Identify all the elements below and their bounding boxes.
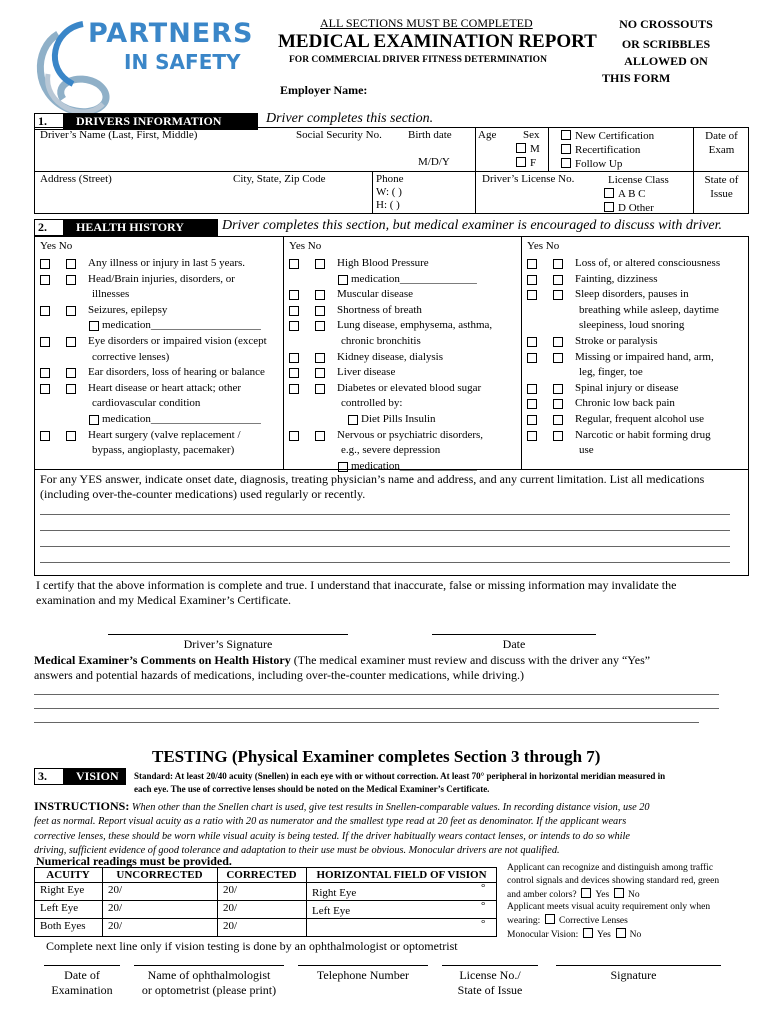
section-2-header: HEALTH HISTORY [64,219,218,236]
health-item [289,396,519,412]
health-item-label: Narcotic or habit forming drug [575,428,711,441]
yes-checkbox[interactable] [527,399,537,409]
section-1-number: 1. [34,113,64,130]
health-item-label: Regular, frequent alcohol use [575,412,705,425]
yes-checkbox[interactable] [289,321,299,331]
table-row-acuity: Left Eye [40,902,79,914]
answer-line[interactable] [40,546,730,547]
no-checkbox[interactable] [66,431,76,441]
certify-line-2: examination and my Medical Examiner’s Certificate. [36,593,292,607]
exam-label: Exam [708,144,735,156]
certify-statement [36,578,676,608]
health-item-label: Loss of, or altered consciousness [575,257,721,269]
yes-checkbox[interactable] [527,353,537,363]
health-item-label: High Blood Pressure [337,257,429,269]
yes-checkbox[interactable] [289,368,299,378]
license-class-label: License Class [608,174,669,186]
no-checkbox[interactable] [553,415,563,425]
health-item[interactable] [289,303,519,319]
health-item[interactable] [527,272,747,288]
logo-text-top: PARTNERS [88,18,254,49]
no-checkbox[interactable] [553,384,563,394]
date-of-label: Date of [705,130,738,142]
answer-line[interactable] [40,562,730,563]
signature-label: Signature [610,968,657,982]
health-item[interactable] [40,365,280,381]
comment-line[interactable] [34,694,719,695]
date-label: Date [502,637,526,651]
answer-line[interactable] [40,514,730,515]
section-3-header: VISION [64,768,126,785]
acuity-header: ACUITY [46,869,90,881]
sex-f-label: F [530,157,537,169]
testing-title: TESTING (Physical Examiner completes Section 3 through 7) [152,747,601,766]
yes-checkbox[interactable] [40,306,50,316]
no-checkbox[interactable] [553,431,563,441]
col3-yes-no: Yes No [527,240,560,252]
all-sections-notice: ALL SECTIONS MUST BE COMPLETED [320,16,533,30]
yes-checkbox[interactable] [527,384,537,394]
monocular-yes-label: Yes [597,929,611,940]
no-crossouts-notice [596,16,736,87]
health-item-label: Muscular disease [337,288,414,301]
health-item [527,318,747,334]
acuity-requirement-line-2: wearing: [507,916,541,927]
employer-name-label: Employer Name: [280,83,368,97]
foot-label: License No./ [459,968,521,982]
drivers-name-field[interactable]: Driver’s Name (Last, First, Middle) [40,129,198,141]
uncorrected-left-field[interactable]: 20/ [108,902,123,914]
health-item-label: Stroke or paralysis [575,334,658,347]
this-form-line: THIS FORM [602,71,671,85]
certify-line-1: I certify that the above information is complete and true. I understand that inaccurate, false or missing information may invalidate the [36,578,677,592]
health-item [289,334,519,350]
section-3-number: 3. [34,768,64,785]
health-item-label: Spinal injury or disease [575,381,679,394]
yes-checkbox[interactable] [527,431,537,441]
page-subtitle: FOR COMMERCIAL DRIVER FITNESS DETERMINATION [289,55,547,65]
health-item [40,287,280,303]
yes-checkbox[interactable] [527,259,537,269]
monocular-yes-checkbox[interactable] [583,928,593,938]
corrected-right-field[interactable]: 20/ [223,884,238,896]
yes-answer-line-1: For any YES answer, indicate onset date, diagnosis, treating physician’s name and address, and any current limitation. List all medications [40,472,705,486]
health-item[interactable] [527,350,747,366]
health-item[interactable] [527,412,747,428]
health-item-label: corrective lenses) [92,350,170,363]
checkbox-icon [604,188,614,198]
yes-checkbox[interactable] [289,384,299,394]
instructions-line-2: feet as normal. Report visual acuity as a ratio with 20 as numerator and the smallest type read at 20 feet as denominator. If the applicant wears [34,816,627,828]
field-of-vision-header: HORIZONTAL FIELD OF VISION [316,869,487,881]
no-checkbox[interactable] [553,259,563,269]
degree-symbol: ° [481,882,486,894]
date-of-examination-label [34,968,130,998]
birth-date-format: M/D/Y [418,156,450,168]
new-certification-checkbox[interactable] [561,130,654,142]
date-of-exam-field[interactable] [694,129,749,157]
comment-line[interactable] [34,708,719,709]
monocular-no-checkbox[interactable] [616,928,626,938]
health-item-label: Shortness of breath [337,303,422,316]
comments-heading: Medical Examiner’s Comments on Health History [34,653,291,667]
yes-checkbox[interactable] [527,337,537,347]
recert-label: Recertification [575,144,641,156]
yes-checkbox[interactable] [289,431,299,441]
corrected-header: CORRECTED [226,869,297,881]
health-item[interactable] [289,365,519,381]
phone-home: H: ( ) [376,199,400,211]
color-question-line-3: and amber colors? [507,889,577,900]
health-item-label: Eye disorders or impaired vision (except [88,334,267,347]
uncorrected-header: UNCORRECTED [116,869,203,881]
section-2-number: 2. [34,219,64,236]
class-abc-label: A B C [618,188,646,200]
no-checkbox[interactable] [553,337,563,347]
color-vision-question [507,862,719,942]
no-checkbox[interactable] [553,353,563,363]
health-item[interactable] [527,396,747,412]
foot-label: State of Issue [457,983,523,997]
no-checkbox[interactable] [66,337,76,347]
health-item [289,412,519,428]
page-title: MEDICAL EXAMINATION REPORT [278,31,597,52]
health-item-label: Head/Brain injuries, disorders, or [88,272,235,285]
no-checkbox[interactable] [315,384,325,394]
yes-checkbox[interactable] [289,290,299,300]
no-checkbox[interactable] [315,353,325,363]
health-item-label: cardiovascular condition [92,397,201,410]
health-item [527,365,747,381]
health-item[interactable] [40,272,280,288]
yes-checkbox[interactable] [40,431,50,441]
health-item-label: medication______________ [351,459,477,472]
checkbox-icon [561,130,571,140]
health-item[interactable] [289,256,519,272]
color-question-line-2: control signals and devices showing standard red, green [507,875,720,886]
sex-m-checkbox[interactable] [516,143,540,155]
age-field[interactable]: Age [478,129,497,141]
acuity-requirement-line-1: Applicant meets visual acuity requirement only when [507,902,711,913]
phone-work: W: ( ) [376,186,402,198]
medication-checkbox[interactable] [338,275,348,285]
col1-yes-no: Yes No [40,240,73,252]
checkbox-icon [561,144,571,154]
telephone-line[interactable] [298,965,428,966]
comments-text-1: (The medical examiner must review and discuss with the driver any “Yes” [290,653,651,667]
corrective-lenses-checkbox[interactable] [545,914,555,924]
health-item [527,303,747,319]
health-item-label: Diabetes or elevated blood sugar [337,381,482,394]
signature-line-2[interactable] [556,965,721,966]
drivers-license-field[interactable]: Driver’s License No. [482,173,575,185]
foot-label: Date of [64,968,100,982]
license-no-line[interactable] [442,965,538,966]
answer-line[interactable] [40,530,730,531]
complete-next-line-note: Complete next line only if vision testing is done by an ophthalmologist or optometrist [46,939,458,953]
yes-checkbox[interactable] [40,368,50,378]
col2-yes-no: Yes No [289,240,322,252]
health-item-label: Ear disorders, loss of hearing or balance [88,366,265,379]
health-item[interactable] [527,334,747,350]
degree-symbol: ° [481,900,486,912]
state-of-label: State of [704,174,739,186]
standard-line-2: each eye. The use of corrective lenses should be noted on the Medical Examiner’s Certificate. [134,784,490,794]
comments-text-2: answers and potential hazards of medications, including over-the-counter medications, while driving.) [34,668,524,682]
ssn-field[interactable]: Social Security No. [296,129,382,141]
no-checkbox[interactable] [553,399,563,409]
exam-date-line[interactable] [44,965,120,966]
no-checkbox[interactable] [553,275,563,285]
yes-checkbox[interactable] [527,290,537,300]
uncorrected-right-field[interactable]: 20/ [108,884,123,896]
color-no-label: No [627,889,640,900]
health-item-label: Any illness or injury in last 5 years. [88,257,246,269]
health-item-label: e.g., severe depression [341,444,441,457]
corrected-both-field[interactable]: 20/ [223,920,238,932]
yes-checkbox[interactable] [289,259,299,269]
checkbox-icon [516,143,526,153]
numerical-readings-note: Numerical readings must be provided. [36,854,232,868]
health-item-label: Heart surgery (valve replacement / [88,428,241,441]
no-checkbox[interactable] [315,321,325,331]
health-item [40,412,280,428]
birth-date-field[interactable]: Birth date [408,129,452,141]
health-item-label: sleepiness, loud snoring [579,319,685,332]
health-item-label: Nervous or psychiatric disorders, [337,428,484,441]
no-checkbox[interactable] [315,290,325,300]
health-item-label: medication____________________ [102,412,261,425]
no-checkbox[interactable] [315,368,325,378]
phone-field[interactable] [376,173,404,212]
yes-checkbox[interactable] [40,275,50,285]
state-of-issue-field[interactable] [694,173,749,201]
foot-label: Examination [51,983,113,997]
yes-checkbox[interactable] [40,384,50,394]
health-item-label: controlled by: [341,397,403,410]
standard-line-1: Standard: At least 20/40 acuity (Snellen) in each eye with or without correction. At least 70° peripheral in horizontal meridian measured in [134,771,666,781]
health-item-label: Kidney disease, dialysis [337,350,444,363]
checkbox-icon [561,158,571,168]
health-item-label: chronic bronchitis [341,334,421,347]
health-item-label: Diet Pills Insulin [361,412,436,425]
yes-answer-instructions [40,472,704,502]
health-item-label: Fainting, dizziness [575,272,658,285]
health-item[interactable] [289,350,519,366]
health-item [527,443,747,459]
corrected-left-field[interactable]: 20/ [223,902,238,914]
instructions-line-1: When other than the Snellen chart is used, give test results in Snellen-comparable values. In recording distance vision, use 20 [129,802,650,813]
yes-answer-line-2: (including over-the-counter medications) used regularly or recently. [40,487,366,501]
yes-checkbox[interactable] [40,337,50,347]
phone-label: Phone [376,173,404,185]
follow-up-checkbox[interactable] [561,158,622,170]
license-no-label [432,968,548,998]
vision-standard [134,770,665,796]
no-checkbox[interactable] [315,306,325,316]
date-line[interactable] [432,634,596,635]
allowed-on-line: ALLOWED ON [624,54,708,68]
no-checkbox[interactable] [66,368,76,378]
health-item-label: medication______________ [351,272,477,285]
health-item-label: medication____________________ [102,319,261,332]
issue-label: Issue [710,188,733,200]
color-no-checkbox[interactable] [614,888,624,898]
uncorrected-both-field[interactable]: 20/ [108,920,123,932]
table-row-acuity: Both Eyes [40,920,86,932]
drivers-signature-label: Driver’s Signature [183,637,273,651]
health-item[interactable] [40,303,280,319]
follow-up-label: Follow Up [575,158,623,170]
health-item[interactable] [527,428,747,444]
ophthalmologist-name-label [124,968,294,998]
health-item [40,318,280,334]
table-row-acuity: Right Eye [40,884,85,896]
section-2-note: Driver completes this section, but medical examiner is encouraged to discuss with driver. [222,218,723,233]
health-item-label: Liver disease [337,366,396,379]
yes-checkbox[interactable] [527,415,537,425]
medication-checkbox[interactable] [338,462,348,472]
health-item[interactable] [40,428,280,444]
address-field[interactable]: Address (Street) [40,173,112,185]
no-checkbox[interactable] [315,431,325,441]
color-yes-label: Yes [595,889,610,900]
yes-checkbox[interactable] [527,275,537,285]
monocular-vision-label: Monocular Vision: [507,929,579,940]
diet-checkbox[interactable] [348,415,358,425]
sex-m-label: M [530,143,540,155]
sex-f-checkbox[interactable] [516,157,536,169]
medication-checkbox[interactable] [89,321,99,331]
vision-instructions [34,799,650,858]
logo-text-bottom: IN SAFETY [124,50,241,74]
health-col-2 [289,256,519,474]
no-crossouts-line: NO CROSSOUTS [619,17,713,31]
no-checkbox[interactable] [66,306,76,316]
class-d-label: D Other [618,202,654,214]
recertification-checkbox[interactable] [561,144,640,156]
no-checkbox[interactable] [315,259,325,269]
health-item-label: Seizures, epilepsy [88,303,168,316]
color-question-line-1: Applicant can recognize and distinguish among traffic [507,863,714,873]
health-item[interactable] [527,287,747,303]
health-item[interactable] [527,381,747,397]
health-item-label: Heart disease or heart attack; other [88,381,242,394]
no-checkbox[interactable] [66,384,76,394]
checkbox-icon [516,157,526,167]
section-1-header: DRIVERS INFORMATION [64,113,258,130]
health-item [40,396,280,412]
health-item-label: Missing or impaired hand, arm, [575,350,714,363]
health-item [40,350,280,366]
examiner-comments-instructions [34,653,650,683]
city-state-zip-field[interactable]: City, State, Zip Code [233,173,326,185]
instructions-line-4: driving, sufficient evidence of good tolerance and adaptation to their use must be obvious. Monocular drivers are not qualified. [34,844,560,856]
health-item[interactable] [527,256,747,272]
health-col-3 [527,256,747,459]
no-checkbox[interactable] [66,275,76,285]
monocular-no-label: No [629,929,642,940]
section-1-note: Driver completes this section. [266,111,434,126]
or-scribbles-line: OR SCRIBBLES [621,37,711,51]
license-class-field[interactable] [604,173,669,215]
health-item-label: breathing while asleep, daytime [579,303,719,316]
sex-label: Sex [523,129,540,141]
yes-checkbox[interactable] [289,353,299,363]
health-item-label: bypass, angioplasty, pacemaker) [92,444,235,457]
telephone-number-label: Telephone Number [316,968,410,982]
foot-label: Name of ophthalmologist [147,968,271,982]
health-col-1 [40,256,280,459]
health-item[interactable] [40,381,280,397]
health-item[interactable] [289,381,519,397]
medication-checkbox[interactable] [89,415,99,425]
degree-symbol: ° [481,918,486,930]
signature-line[interactable] [108,634,348,635]
yes-checkbox[interactable] [40,259,50,269]
corrective-lenses-label: Corrective Lenses [559,916,628,927]
ophthalmologist-name-line[interactable] [134,965,284,966]
checkbox-icon [604,202,614,212]
health-item[interactable] [40,256,280,272]
no-checkbox[interactable] [66,259,76,269]
health-item[interactable] [289,287,519,303]
health-item [289,272,519,288]
health-item-label: Chronic low back pain [575,397,675,410]
health-item-label: use [579,444,594,457]
health-item [289,443,519,459]
health-item-label: leg, finger, toe [579,366,643,379]
health-item-label: illnesses [92,288,130,301]
health-item [40,443,280,459]
foot-label: or optometrist (please print) [141,983,277,997]
health-item-label: Sleep disorders, pauses in [575,288,689,301]
color-yes-checkbox[interactable] [581,888,591,898]
field-right-label[interactable]: Right Eye [312,887,357,899]
health-item[interactable] [40,334,280,350]
health-item[interactable] [289,318,519,334]
comment-line[interactable] [34,722,699,723]
instructions-heading: INSTRUCTIONS: [34,799,130,813]
new-cert-label: New Certification [575,130,655,142]
instructions-line-3: corrective lenses, these should be worn while visual acuity is being tested. If the driver habitually wears contact lenses, or intends to do so while [34,830,630,842]
health-item-label: Lung disease, emphysema, asthma, [337,319,493,332]
no-checkbox[interactable] [553,290,563,300]
health-item[interactable] [289,428,519,444]
yes-checkbox[interactable] [289,306,299,316]
field-left-label[interactable]: Left Eye [312,905,351,917]
